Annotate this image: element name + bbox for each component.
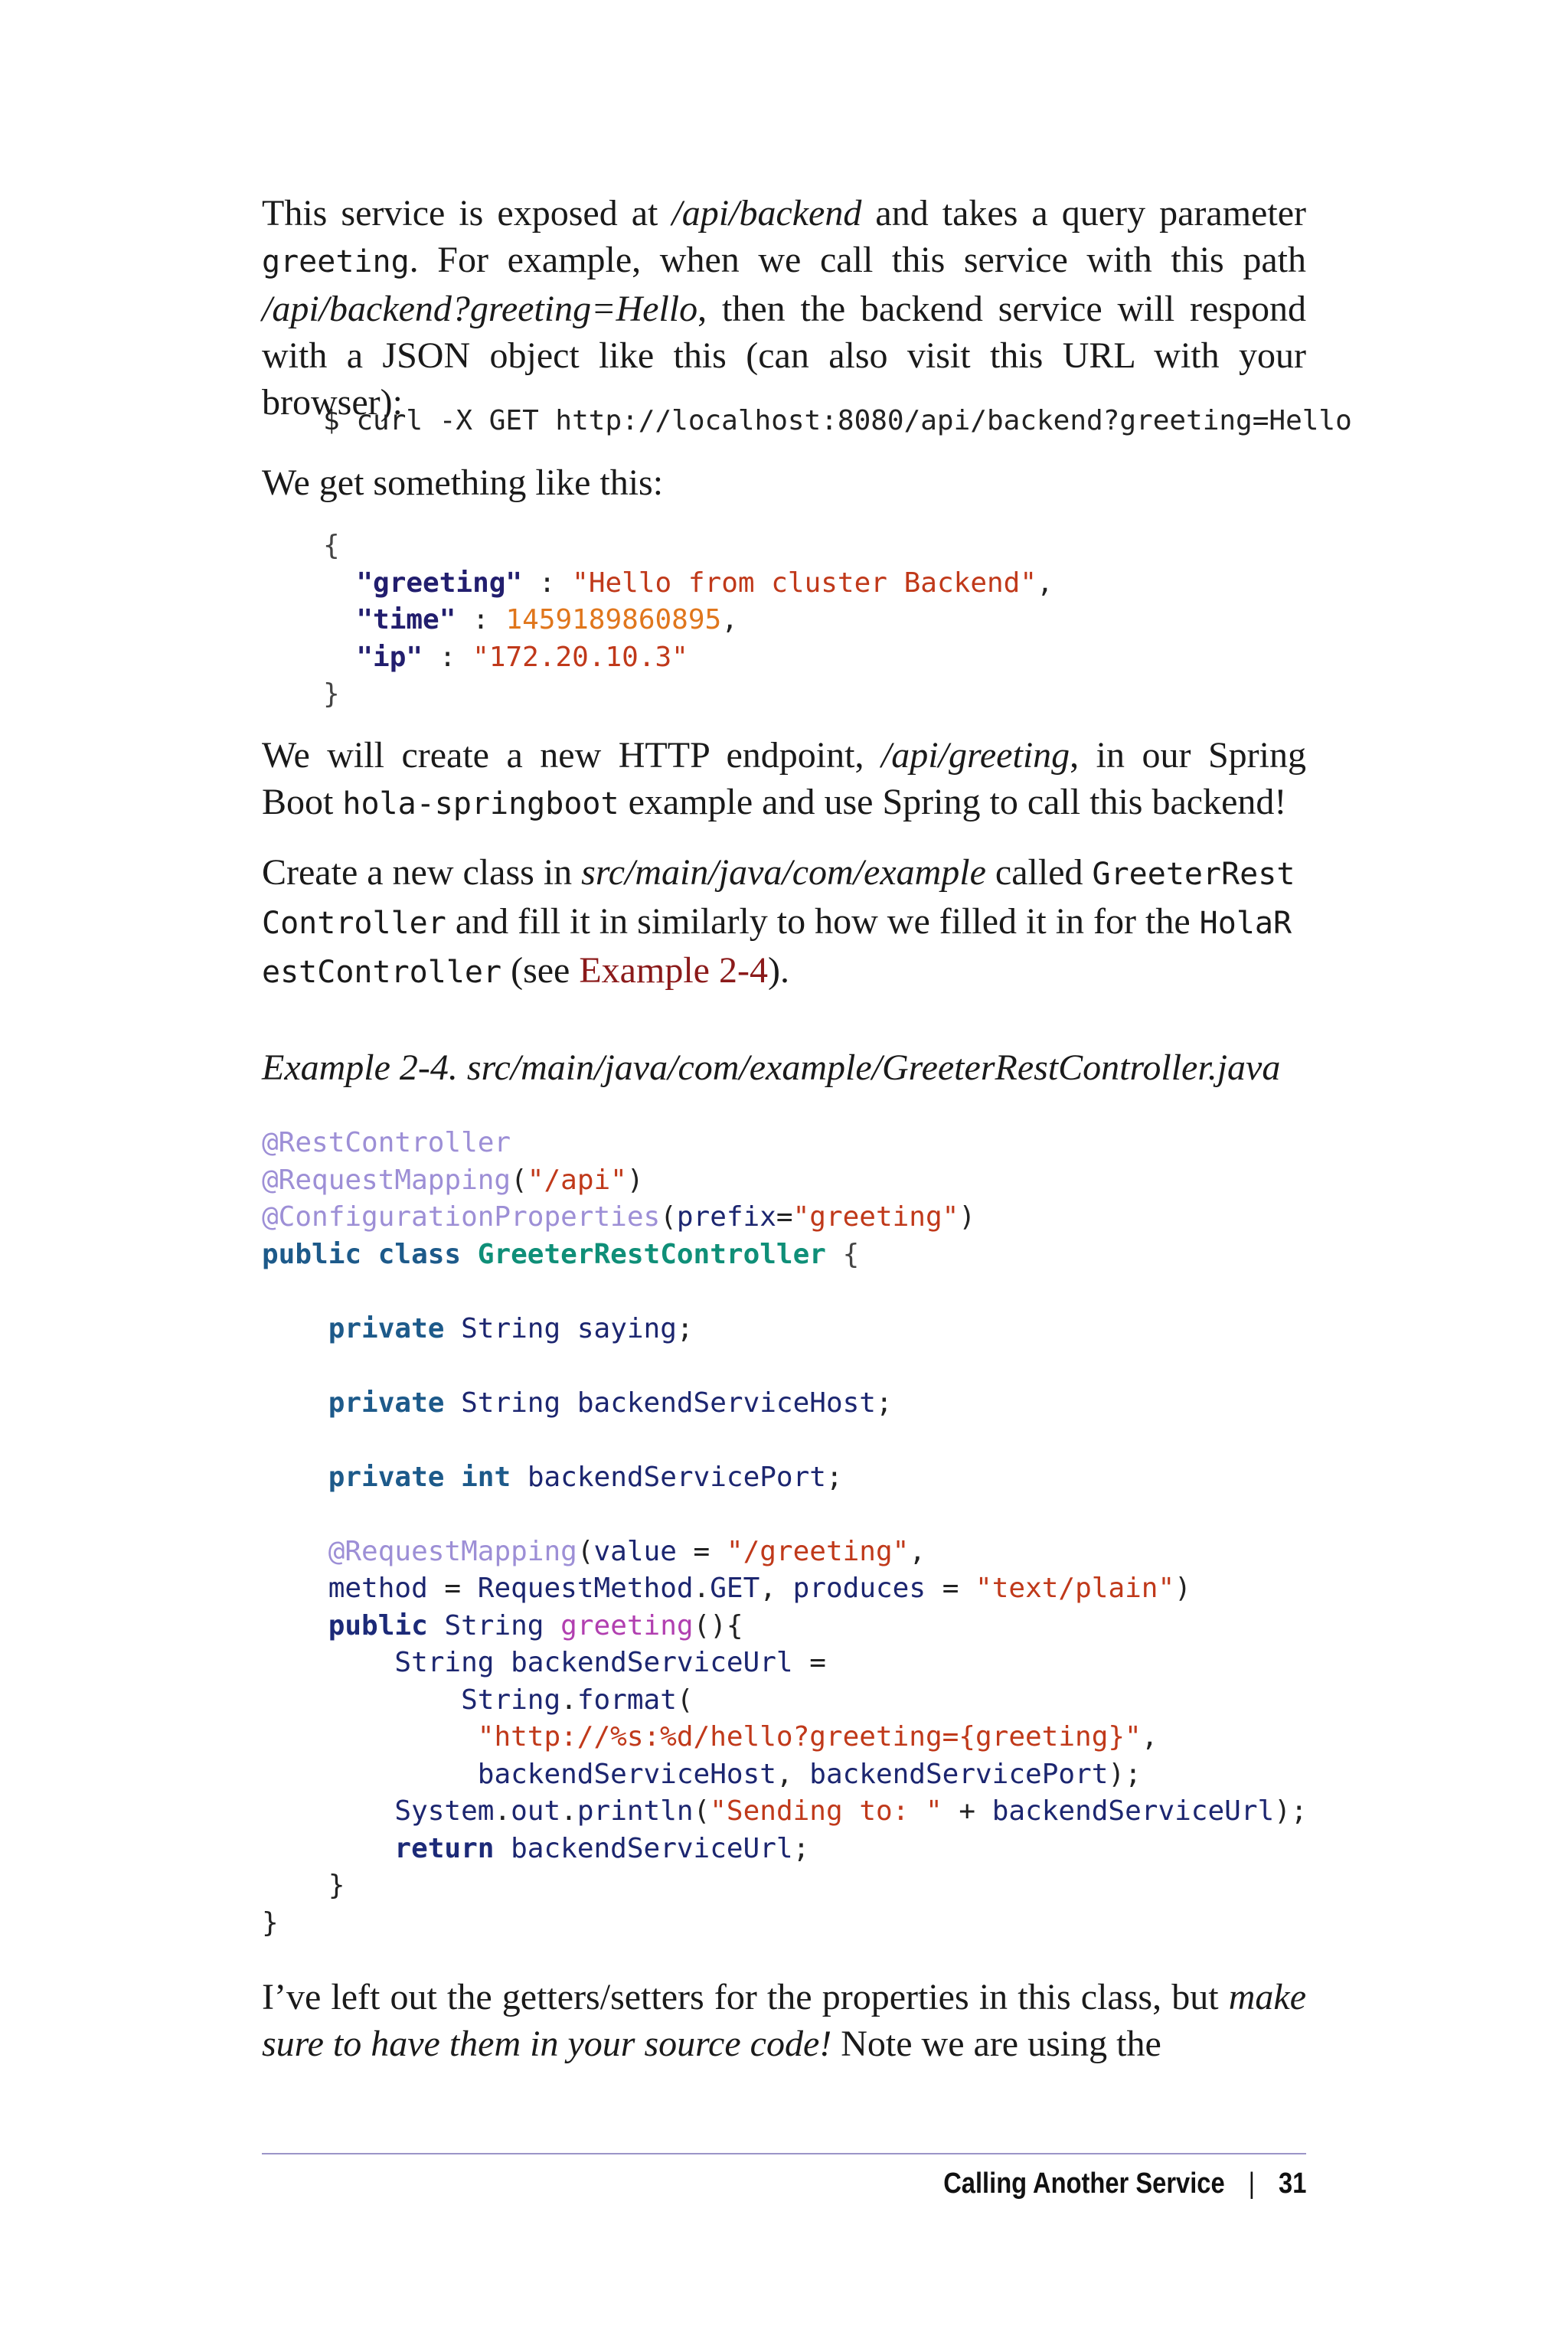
footer-section-title: Calling Another Service — [942, 2167, 1225, 2200]
page-footer — [943, 2161, 1306, 2207]
paragraph-3: We will create a new HTTP endpoint, /api/greeting, in our Spring Boot hola-springboot example and use Spring to call this backend! — [262, 735, 1306, 822]
example-crossref-link[interactable]: Example 2-4 — [579, 950, 768, 991]
footer-separator: | — [1248, 2167, 1255, 2200]
paragraph-2: We get something like this: — [262, 462, 664, 503]
java-code-listing: @RestController @RequestMapping("/api") @ConfigurationProperties(prefix="greeting") public class GreeterRestController { private String saying; private String backendServiceHost; private int backendServicePort; @RequestMapping(value = "/greeting", method = RequestMethod.GET, produces = "text/plain") public String greeting(){ String backendServiceUrl = String.format( "http://%s:%d/hello?greeting={greeting}", backendServiceHost, backendServicePort); System.out.println("Sending to: " + backendServiceUrl); return backendServiceUrl; } } — [262, 1127, 1308, 1939]
paragraph-5: I’ve left out the getters/setters for the properties in this class, but make sure to have them in your source code! Note we are using the — [262, 1977, 1306, 2064]
example-caption: Example 2-4. src/main/java/com/example/GreeterRestController.java — [262, 1047, 1281, 1088]
json-response: { "greeting" : "Hello from cluster Backend", "time" : 1459189860895, "ip" : "172.20.10.3" } — [323, 530, 1054, 710]
paragraph-1: This service is exposed at /api/backend and takes a query parameter greeting. For example, when we call this service with this path /api/backend?greeting=Hello, then the backend service will respond with a JSON object like this (can also visit this URL with your browser): — [262, 193, 1306, 423]
curl-command: $ curl -X GET http://localhost:8080/api/backend?greeting=Hello — [323, 405, 1352, 436]
page-number: 31 — [1278, 2167, 1306, 2200]
footer-rule — [262, 2153, 1306, 2154]
paragraph-4: Create a new class in src/main/java/com/example called GreeterRest Controller and fill it in similarly to how we filled it in for the HolaR estController (see Example 2-4). — [262, 852, 1295, 991]
